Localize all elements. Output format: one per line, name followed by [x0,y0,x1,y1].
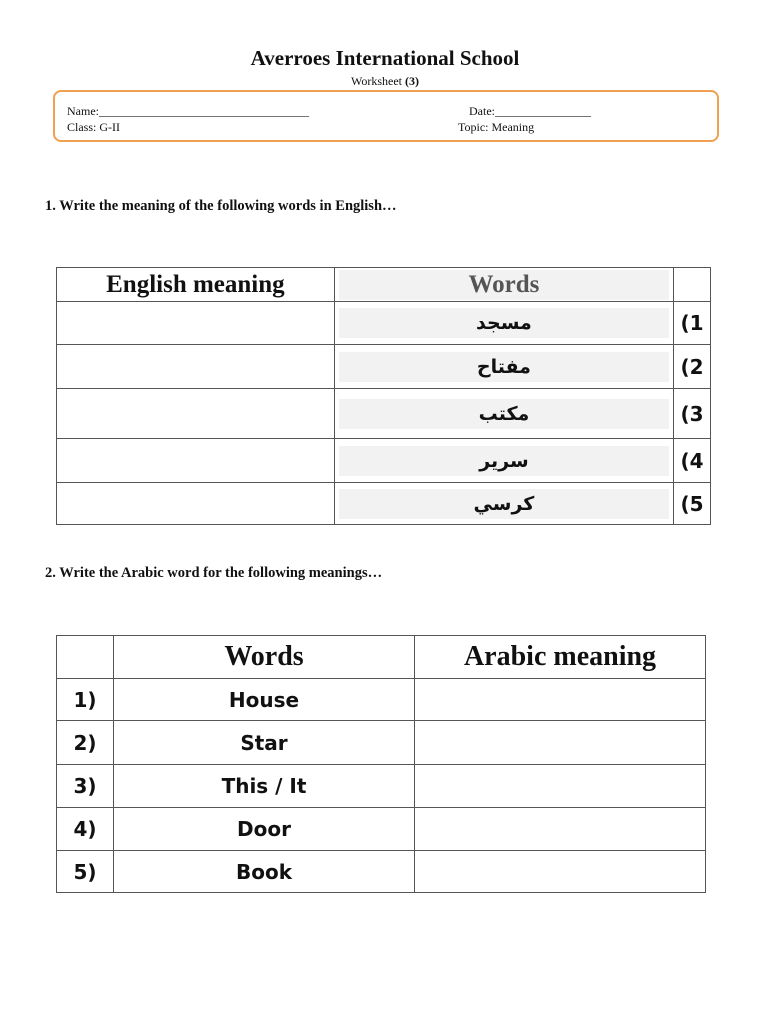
english-word: Door [114,808,415,851]
worksheet-number: (3) [405,74,420,88]
question-2-table [56,635,706,893]
column-header-number [674,268,711,302]
table-row [57,765,706,808]
row-number: 1) [57,679,114,721]
arabic-word: مسجد [339,308,669,338]
column-header-arabic-meaning: Arabic meaning [415,636,706,679]
table-row [57,439,711,483]
arabic-word: مكتب [339,399,669,429]
table-header-row [57,636,706,679]
arabic-word-cell [334,345,673,389]
english-word: Book [114,851,415,893]
row-number: 2) [57,721,114,765]
table-row [57,679,706,721]
question-2-heading: 2. Write the Arabic word for the following meanings… [45,565,383,581]
arabic-word: كرسي [339,489,669,519]
class-label: Class: G-II [67,120,120,134]
row-number: (2 [674,345,711,389]
arabic-word-cell [334,302,673,345]
worksheet-label: Worksheet [350,74,403,88]
answer-cell[interactable] [415,721,706,765]
worksheet-subtitle [0,74,770,89]
answer-cell[interactable] [415,808,706,851]
row-number: 5) [57,851,114,893]
column-header-number [57,636,114,679]
name-field[interactable]: Name:___________________________________ [67,104,309,118]
row-number: (5 [674,483,711,525]
table-row [57,302,711,345]
table-row [57,851,706,893]
table-row [57,808,706,851]
question-1-table [56,267,711,525]
student-info-box [53,90,719,142]
row-number: (3 [674,389,711,439]
answer-cell[interactable] [415,679,706,721]
arabic-word: سرير [339,446,669,476]
answer-cell[interactable] [57,439,335,483]
answer-cell[interactable] [57,345,335,389]
row-number: 4) [57,808,114,851]
answer-cell[interactable] [415,765,706,808]
column-header-english-meaning: English meaning [57,268,335,302]
english-word: This / It [114,765,415,808]
answer-cell[interactable] [57,389,335,439]
table-row [57,345,711,389]
arabic-word-cell [334,389,673,439]
school-title: Averroes International School [250,46,520,70]
column-header-words: Words [334,268,673,302]
table-row [57,389,711,439]
row-number: 3) [57,765,114,808]
english-word: House [114,679,415,721]
table-row [57,483,711,525]
arabic-word: مفتاح [339,352,669,382]
answer-cell[interactable] [57,302,335,345]
arabic-word-cell [334,483,673,525]
question-1-heading: 1. Write the meaning of the following words in English… [45,198,397,214]
table-header-row [57,268,711,302]
topic-label: Topic: Meaning [458,120,535,134]
date-field[interactable]: Date:________________ [469,104,591,118]
arabic-word-cell [334,439,673,483]
row-number: (1 [674,302,711,345]
table-row [57,721,706,765]
row-number: (4 [674,439,711,483]
answer-cell[interactable] [57,483,335,525]
english-word: Star [114,721,415,765]
answer-cell[interactable] [415,851,706,893]
column-header-words: Words [114,636,415,679]
